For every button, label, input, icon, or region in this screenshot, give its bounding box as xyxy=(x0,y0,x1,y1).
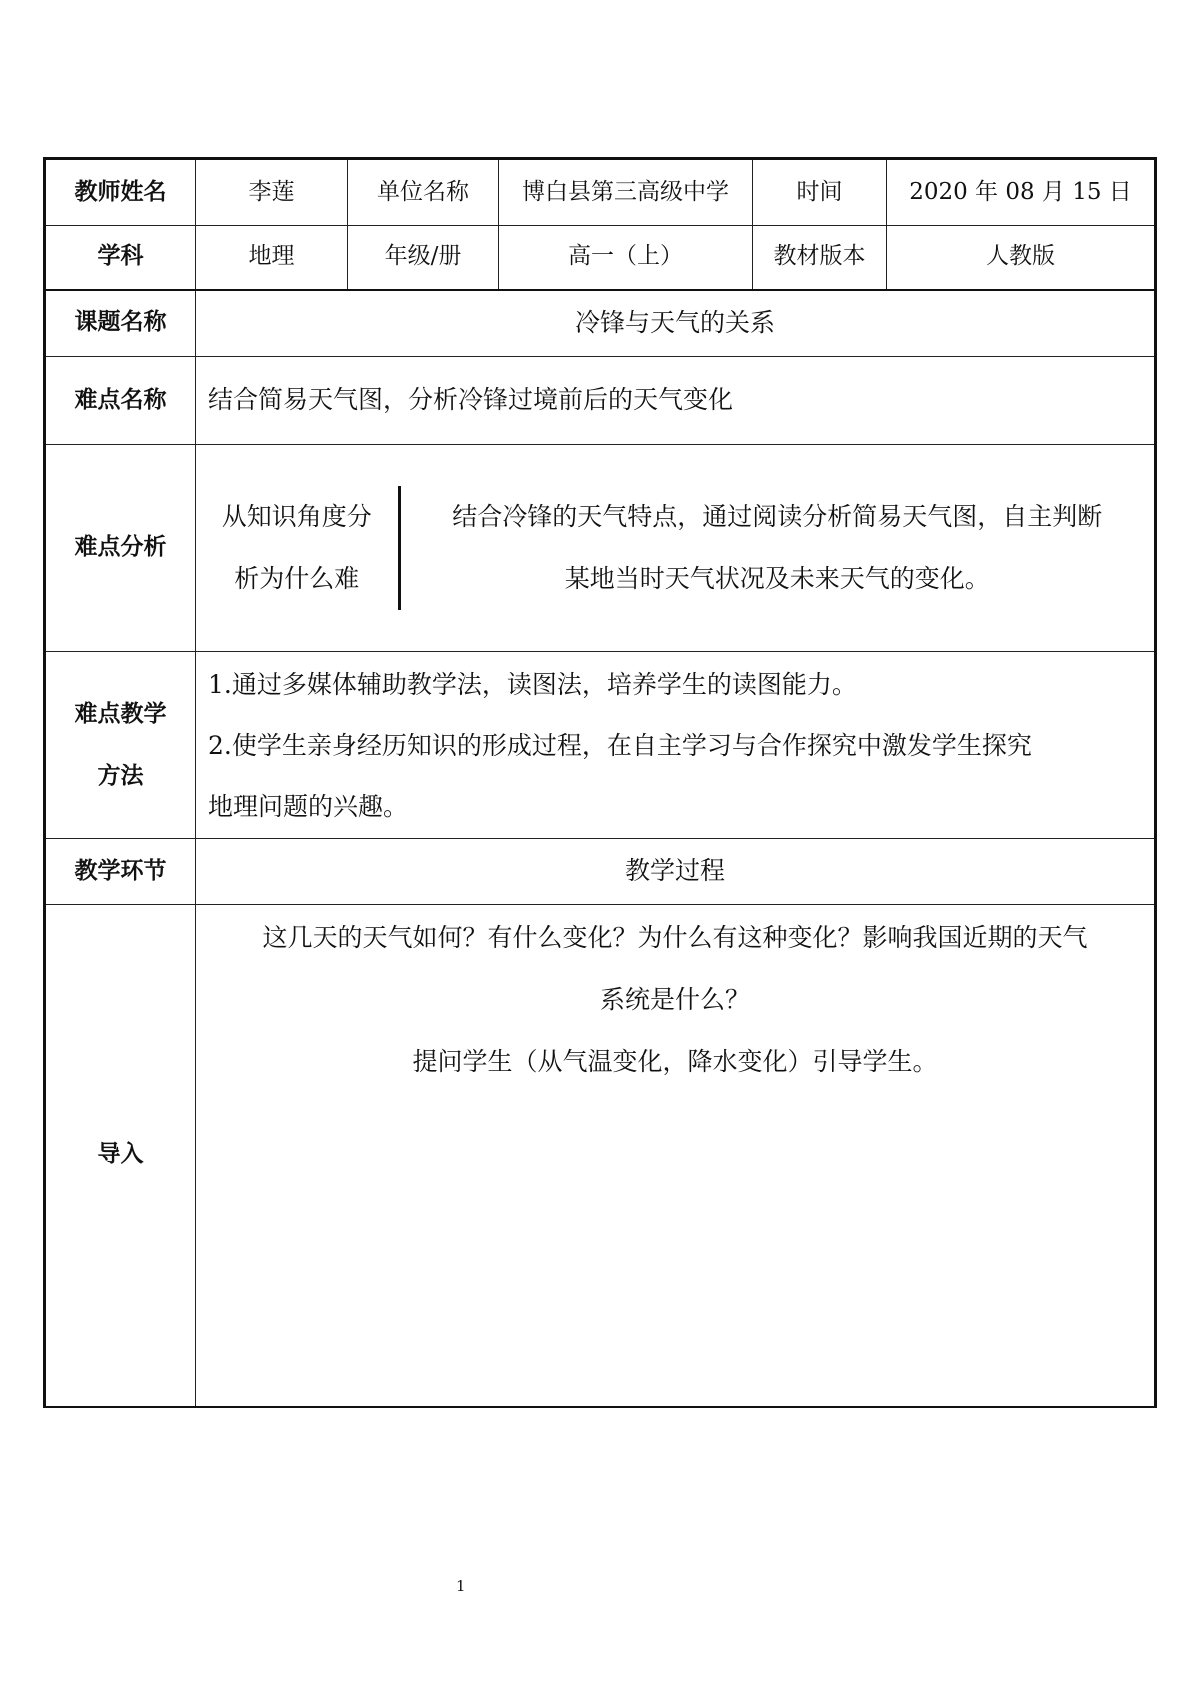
method-line-1: 1.通过多媒体辅助教学法，读图法，培养学生的读图能力。 xyxy=(208,669,857,699)
process-label: 教学过程 xyxy=(196,839,1156,905)
intro-line-2: 系统是什么？ xyxy=(599,985,750,1014)
analysis-row xyxy=(45,445,1156,652)
method-label xyxy=(45,652,196,839)
time-label: 时间 xyxy=(753,159,887,226)
method-line-2: 2.使学生亲身经历知识的形成过程，在自主学习与合作探究中激发学生探究 xyxy=(208,730,1032,760)
method-line-3: 地理问题的兴趣。 xyxy=(208,791,409,821)
header-row-2 xyxy=(45,226,1156,290)
topic-value: 冷锋与天气的关系 xyxy=(196,290,1156,357)
analysis-sub-label xyxy=(196,486,399,610)
header-row-1 xyxy=(45,159,1156,226)
teacher-value: 李莲 xyxy=(196,159,348,226)
analysis-sub-label-line-1: 从知识角度分 xyxy=(221,502,372,531)
topic-row xyxy=(45,290,1156,357)
method-content xyxy=(196,652,1156,839)
analysis-text-line-1: 结合冷锋的天气特点，通过阅读分析简易天气图，自主判断 xyxy=(452,502,1103,531)
analysis-label: 难点分析 xyxy=(45,445,196,652)
method-label-line-2: 方法 xyxy=(97,763,144,789)
unit-label: 单位名称 xyxy=(348,159,499,226)
page-number: 1 xyxy=(456,1577,466,1595)
analysis-text xyxy=(399,486,1154,610)
edition-value: 人教版 xyxy=(887,226,1156,290)
time-value: 2020 年 08 月 15 日 xyxy=(887,159,1156,226)
intro-line-1: 这几天的天气如何？有什么变化？为什么有这种变化？影响我国近期的天气 xyxy=(262,923,1088,952)
intro-line-3: 提问学生（从气温变化，降水变化）引导学生。 xyxy=(412,1047,938,1076)
difficulty-row xyxy=(45,357,1156,445)
unit-value: 博白县第三高级中学 xyxy=(499,159,753,226)
topic-label: 课题名称 xyxy=(45,290,196,357)
process-header-row xyxy=(45,839,1156,905)
process-stage-label: 教学环节 xyxy=(45,839,196,905)
analysis-text-line-2: 某地当时天气状况及未来天气的变化。 xyxy=(564,564,990,593)
lesson-plan-table xyxy=(43,157,1157,1408)
analysis-inner-table xyxy=(196,486,1154,610)
difficulty-label: 难点名称 xyxy=(45,357,196,445)
difficulty-value: 结合简易天气图，分析冷锋过境前后的天气变化 xyxy=(196,357,1156,445)
method-label-line-1: 难点教学 xyxy=(74,701,167,727)
subject-label: 学科 xyxy=(45,226,196,290)
intro-row xyxy=(45,905,1156,1407)
intro-content xyxy=(196,905,1156,1407)
analysis-content xyxy=(196,445,1156,652)
subject-value: 地理 xyxy=(196,226,348,290)
grade-label: 年级/册 xyxy=(348,226,499,290)
method-row xyxy=(45,652,1156,839)
intro-label: 导入 xyxy=(45,905,196,1407)
analysis-sub-label-line-2: 析为什么难 xyxy=(234,564,360,593)
edition-label: 教材版本 xyxy=(753,226,887,290)
teacher-label: 教师姓名 xyxy=(45,159,196,226)
grade-value: 高一（上） xyxy=(499,226,753,290)
